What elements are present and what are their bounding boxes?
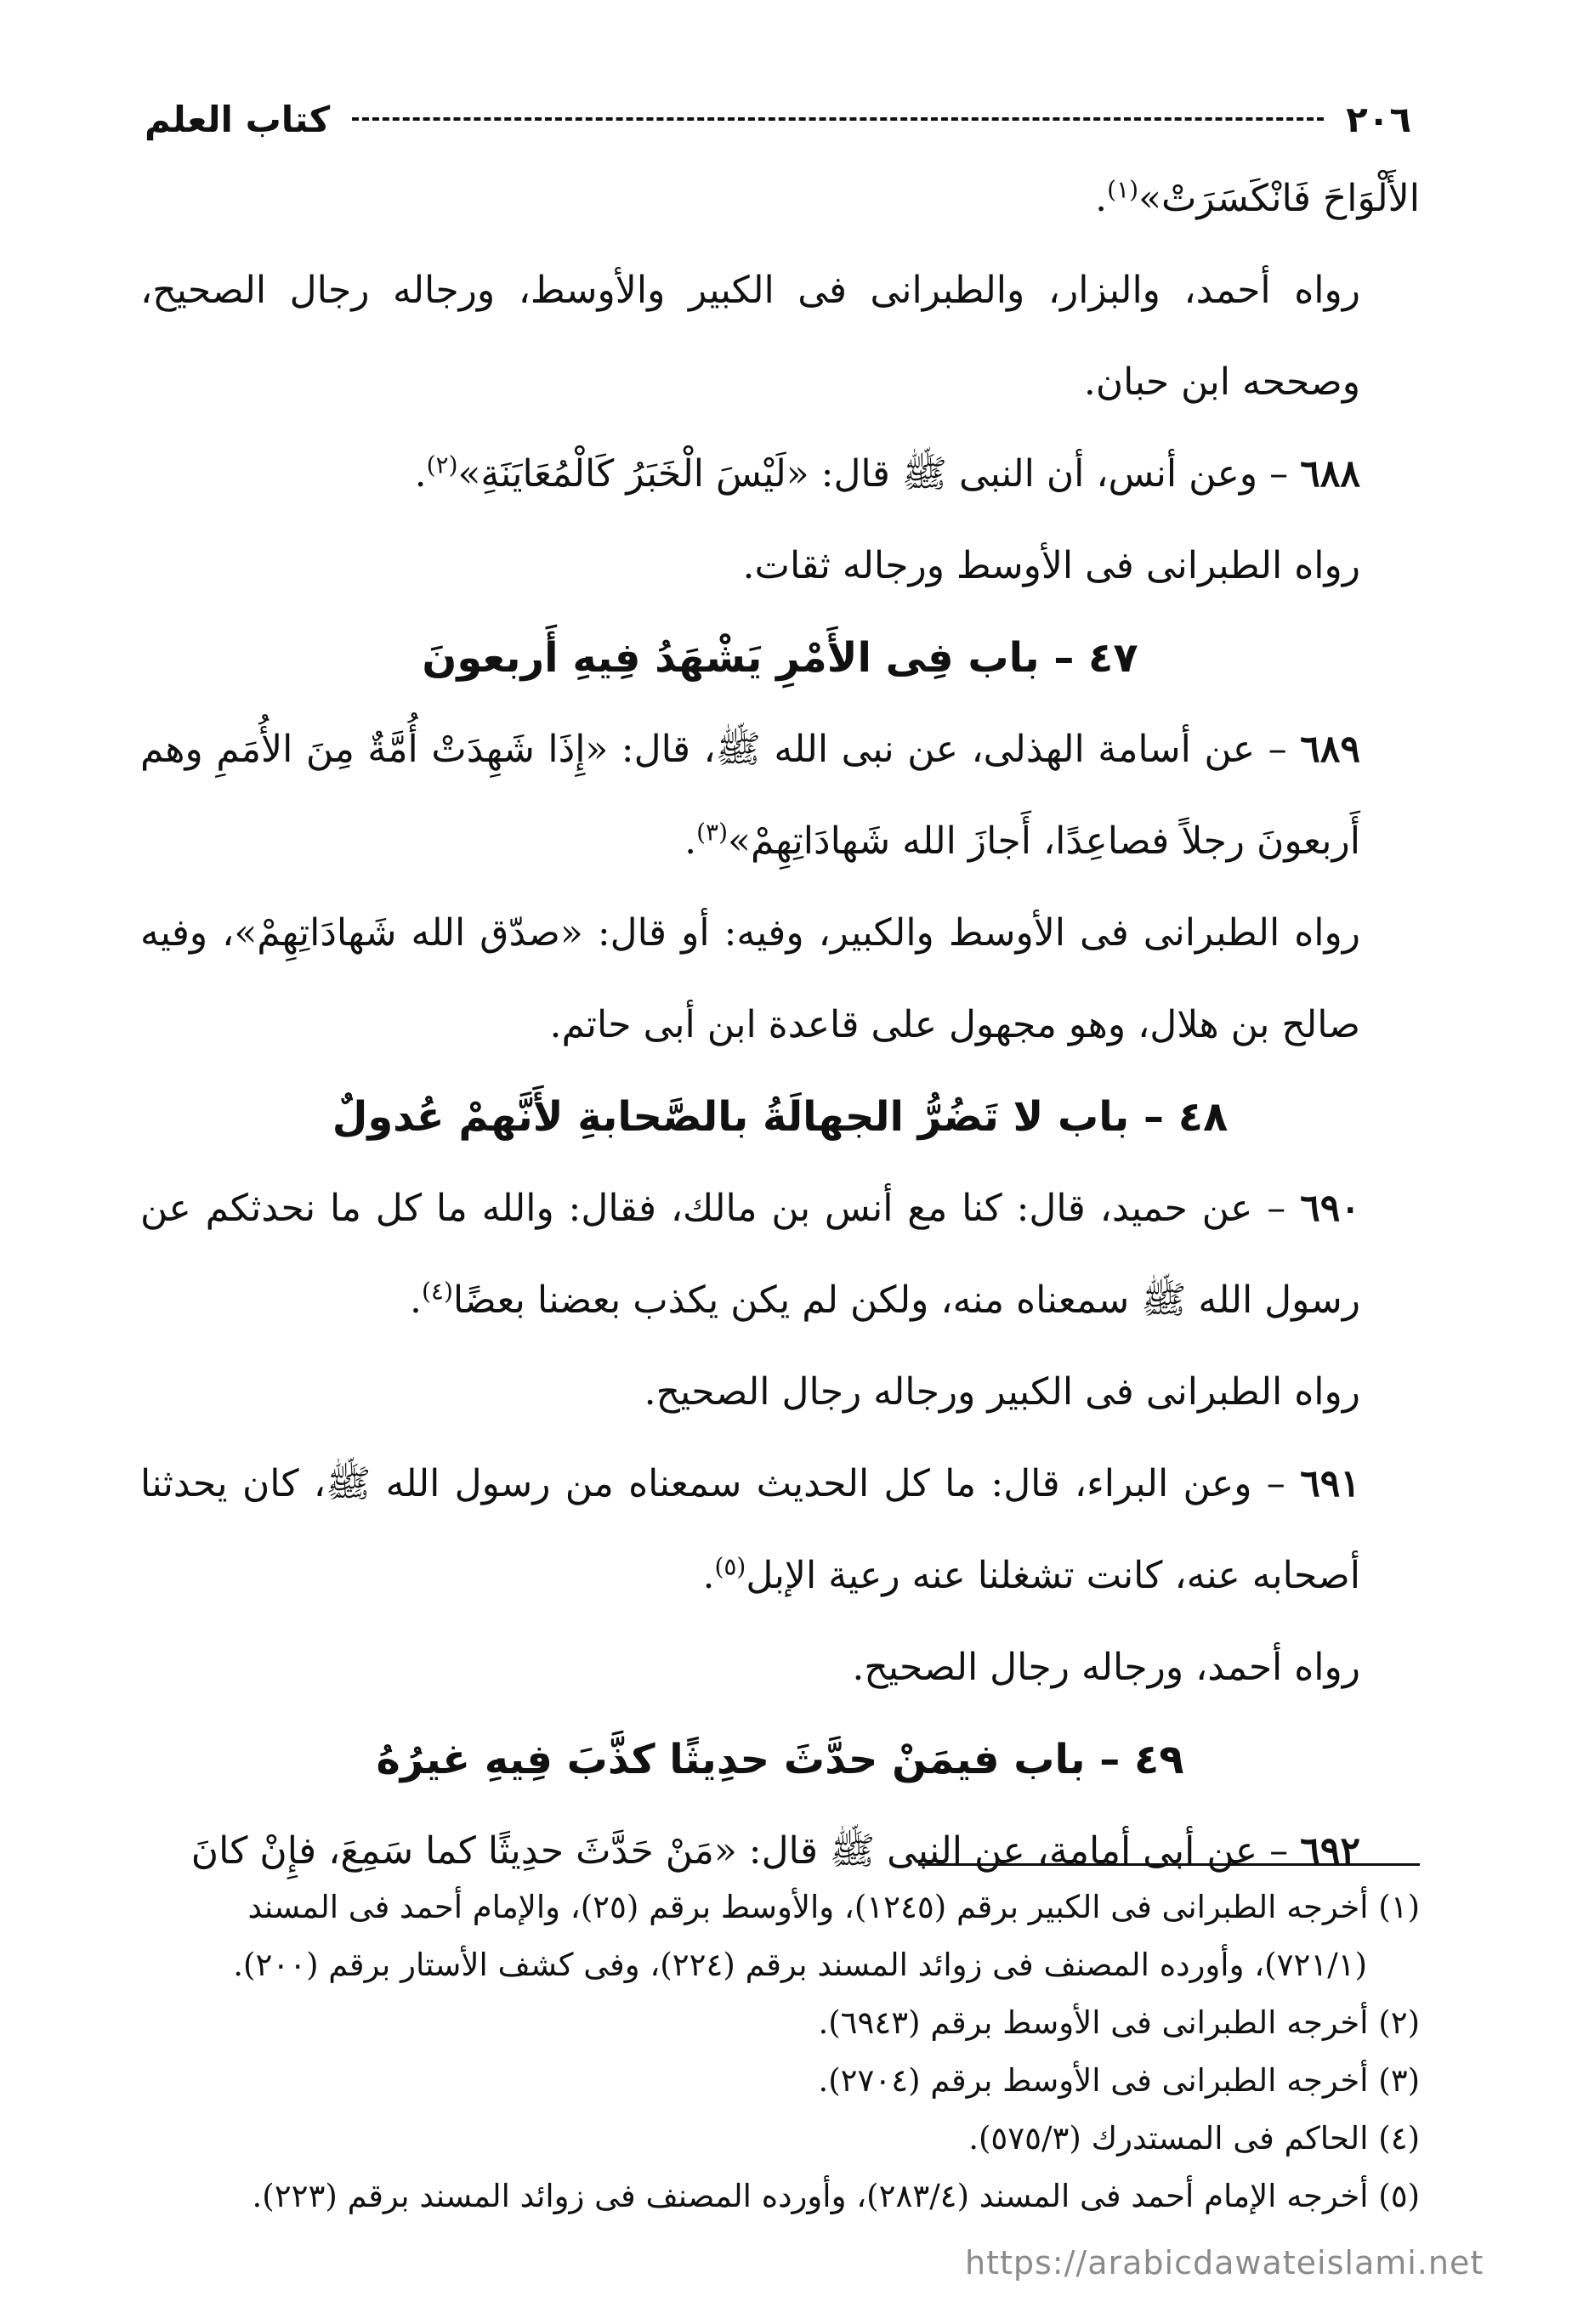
page-number: ٢٠٦ xyxy=(1346,98,1411,140)
narration-paragraph: رواه الطبرانى فى الأوسط والكبير، وفيه: أو قال: «صدّق الله شَهادَاتِهِمْ»، وفيه صالح بن هلال، وهو مجهول على قاعدة ابن أبى حاتم. xyxy=(140,911,1360,1046)
hadith-number: ٦٨٨ xyxy=(1300,452,1360,496)
hadith-690 xyxy=(140,1163,1420,1346)
narration-paragraph: رواه الطبرانى فى الأوسط ورجاله ثقات. xyxy=(742,544,1360,587)
narration-paragraph: رواه أحمد، والبزار، والطبرانى فى الكبير والأوسط، ورجاله رجال الصحيح، وصححه ابن حبان. xyxy=(140,269,1360,404)
hadith-689 xyxy=(140,704,1420,887)
book-title: كتاب العلم xyxy=(145,98,331,140)
paragraph-end: . xyxy=(414,452,427,496)
paragraph-end: . xyxy=(684,819,697,863)
hadith-number: ٦٩١ xyxy=(1300,1462,1360,1505)
footnote-ref[interactable]: (١) xyxy=(1107,175,1139,204)
hadith-text: – وعن أنس، أن النبى ﷺ قال: «لَيْسَ الْخَبَرُ كَالْمُعَايَنَةِ» xyxy=(457,452,1289,496)
narration-paragraph: رواه أحمد، ورجاله رجال الصحيح. xyxy=(852,1646,1360,1689)
hadith-691 xyxy=(140,1438,1420,1622)
paragraph-text: الأَلْوَاحَ فَانْكَسَرَتْ» xyxy=(1138,177,1420,220)
header-divider xyxy=(352,117,1324,121)
footnotes xyxy=(140,1879,1420,2225)
chapter-heading-49: ٤٩ – باب فيمَنْ حدَّثَ حدِيثًا كذَّبَ فِيهِ غيرُهُ xyxy=(376,1736,1184,1783)
footnote-ref[interactable]: (٥) xyxy=(714,1552,746,1581)
footnote-ref[interactable]: (٤) xyxy=(421,1277,453,1306)
chapter-heading-47: ٤٧ – باب فِى الأَمْرِ يَشْهَدُ فِيهِ أَربعونَ xyxy=(422,634,1138,682)
hadith-text: – عن أسامة الهذلى، عن نبى الله ﷺ، قال: «إِذَا شَهِدَتْ أُمَّةٌ مِنَ الأُمَمِ وهم أَربعونَ رجلاً فصاعِدًا، أَجازَ الله شَهادَاتِهِمْ» xyxy=(140,728,1360,863)
footnote-4: (٤) الحاكم فى المستدرك (٥٧٥/٣). xyxy=(968,2120,1420,2157)
hadith-text: – عن حميد، قال: كنا مع أنس بن مالك، فقال: والله ما كل ما نحدثكم عن رسول الله ﷺ سمعناه منه، ولكن لم يكن يكذب بعضنا بعضًا xyxy=(140,1187,1360,1322)
paragraph-continuation xyxy=(140,153,1420,245)
paragraph-end: . xyxy=(1095,177,1108,220)
footnote-1: (١) أخرجه الطبرانى فى الكبير برقم (١٢٤٥)، والأوسط برقم (٢٥)، والإمام أحمد فى المسند xyxy=(247,1889,1420,1925)
footnote-5: (٥) أخرجه الإمام أحمد فى المسند (٢٨٣/٤)، وأورده المصنف فى زوائد المسند برقم (٢٢٣). xyxy=(252,2178,1420,2214)
chapter-heading-48: ٤٨ – باب لا تَضُرُّ الجهالَةُ بالصَّحابةِ لأَنَّهمْ عُدولٌ xyxy=(332,1093,1229,1141)
page-header xyxy=(145,89,1411,149)
watermark-url: https://arabicdawateislami.net xyxy=(965,2244,1484,2281)
hadith-number: ٦٩٠ xyxy=(1300,1187,1360,1230)
footnote-3: (٣) أخرجه الطبرانى فى الأوسط برقم (٢٧٠٤). xyxy=(818,2062,1420,2099)
footnote-1-continued: (٧٢١/١)، وأورده المصنف فى زوائد المسند برقم (٢٢٤)، وفى كشف الأستار برقم (٢٠٠). xyxy=(233,1947,1367,1983)
paragraph-end: . xyxy=(409,1278,422,1322)
main-text xyxy=(140,153,1420,1897)
hadith-number: ٦٨٩ xyxy=(1300,728,1360,771)
footnote-divider xyxy=(918,1863,1420,1866)
hadith-number: ٦٩٢ xyxy=(1300,1829,1360,1873)
footnote-ref[interactable]: (٣) xyxy=(696,818,729,847)
hadith-text: – وعن البراء، قال: ما كل الحديث سمعناه من رسول الله ﷺ، كان يحدثنا أصحابه عنه، كانت تشغلنا عنه رعية الإبل xyxy=(140,1462,1360,1597)
footnote-2: (٢) أخرجه الطبرانى فى الأوسط برقم (٦٩٤٣). xyxy=(818,2004,1420,2041)
hadith-688 xyxy=(140,428,1420,520)
paragraph-end: . xyxy=(702,1554,715,1597)
narration-paragraph: رواه الطبرانى فى الكبير ورجاله رجال الصحيح. xyxy=(644,1370,1360,1414)
footnote-ref[interactable]: (٢) xyxy=(426,451,458,479)
hadith-text: – عن أبى أمامة، عن النبى ﷺ قال: «مَنْ حَدَّثَ حدِيثًا كما سَمِعَ، فإِنْ كانَ xyxy=(190,1829,1289,1873)
